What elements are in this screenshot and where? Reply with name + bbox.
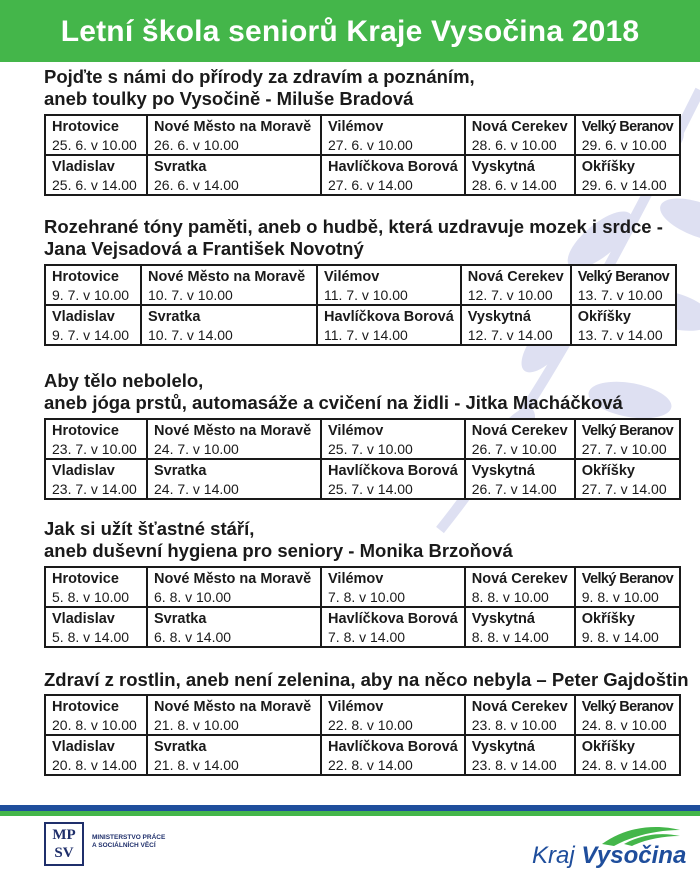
- place-name: Havlíčkova Borová: [328, 739, 458, 755]
- place-name: Havlíčkova Borová: [328, 611, 458, 627]
- table-cell: [147, 115, 321, 155]
- kraj-vysocina-logo: [532, 824, 687, 870]
- table-cell: [147, 459, 321, 499]
- mpsv-logo-mark: [44, 822, 84, 866]
- table-cell: [465, 567, 575, 607]
- table-cell: [461, 305, 571, 345]
- section-title-line: Aby tělo nebolelo,: [44, 370, 204, 391]
- kraj-logo-word: Kraj: [532, 842, 575, 869]
- section-title-line: Jak si užít šťastné stáří,: [44, 518, 255, 539]
- date-time: 24. 7. v 14.00: [154, 481, 239, 497]
- table-cell: [575, 607, 680, 647]
- table-cell: [147, 695, 321, 735]
- date-time: 25. 6. v 10.00: [52, 137, 137, 153]
- date-time: 27. 6. v 14.00: [328, 177, 413, 193]
- table-row: [45, 265, 676, 305]
- table-cell: [461, 265, 571, 305]
- place-name: Svratka: [154, 463, 207, 479]
- place-name: Nová Cerekev: [471, 119, 568, 135]
- place-name: Havlíčkova Borová: [324, 309, 454, 325]
- table-cell: [141, 265, 317, 305]
- place-name: Vilémov: [328, 571, 384, 587]
- mpsv-logo: [44, 822, 166, 866]
- table-cell: [321, 567, 465, 607]
- place-name: Vladislav: [52, 159, 115, 175]
- section-title-line: aneb jóga prstů, automasáže a cvičení na židli - Jitka Macháčková: [44, 392, 623, 413]
- mpsv-name-line: A SOCIÁLNÍCH VĚCÍ: [92, 842, 156, 849]
- date-time: 5. 8. v 14.00: [52, 629, 130, 645]
- date-time: 9. 7. v 14.00: [52, 327, 130, 343]
- table-cell: [575, 735, 680, 775]
- section-title-line: aneb duševní hygiena pro seniory - Monika Brzoňová: [44, 540, 513, 561]
- date-time: 24. 8. v 10.00: [581, 717, 667, 733]
- table-cell: [571, 265, 676, 305]
- table-row: [45, 567, 680, 607]
- place-name: Nové Město na Moravě: [148, 269, 306, 285]
- table-cell: [147, 155, 321, 195]
- date-time: 8. 8. v 10.00: [471, 589, 549, 605]
- place-name: Vyskytná: [471, 463, 535, 479]
- date-time: 9. 7. v 10.00: [52, 287, 130, 303]
- date-time: 25. 6. v 14.00: [52, 177, 137, 193]
- place-name: Vilémov: [328, 423, 384, 439]
- place-name: Vladislav: [52, 739, 115, 755]
- date-time: 24. 7. v 10.00: [154, 441, 239, 457]
- table-cell: [147, 735, 321, 775]
- section-title-line: Rozehrané tóny paměti, aneb o hudbě, která uzdravuje mozek i srdce -: [44, 216, 663, 237]
- table-cell: [465, 735, 575, 775]
- table-cell: [147, 567, 321, 607]
- table-cell: [45, 155, 147, 195]
- date-time: 25. 7. v 14.00: [328, 481, 413, 497]
- date-time: 9. 8. v 14.00: [581, 629, 659, 645]
- mpsv-logo-letters: MPSV: [52, 827, 76, 861]
- place-name: Vyskytná: [467, 309, 531, 325]
- section-title-line: Jana Vejsadová a František Novotný: [44, 238, 364, 259]
- table-cell: [465, 695, 575, 735]
- table-cell: [321, 695, 465, 735]
- place-name: Nové Město na Moravě: [154, 423, 312, 439]
- table-cell: [321, 735, 465, 775]
- place-name: Vyskytná: [471, 611, 535, 627]
- date-time: 12. 7. v 14.00: [467, 327, 553, 343]
- date-time: 13. 7. v 10.00: [577, 287, 663, 303]
- table-cell: [147, 419, 321, 459]
- schedule-table-2: [44, 264, 677, 346]
- table-row: [45, 115, 680, 155]
- date-time: 21. 8. v 14.00: [154, 757, 239, 773]
- schedule-section-2: [0, 216, 700, 260]
- table-cell: [45, 459, 147, 499]
- date-time: 26. 6. v 14.00: [154, 177, 239, 193]
- table-cell: [575, 155, 680, 195]
- place-name: Hrotovice: [52, 269, 119, 285]
- date-time: 6. 8. v 14.00: [154, 629, 232, 645]
- table-cell: [575, 567, 680, 607]
- date-time: 29. 6. v 14.00: [581, 177, 667, 193]
- schedule-section-3: [0, 370, 700, 414]
- schedule-table-5: [44, 694, 681, 776]
- table-row: [45, 695, 680, 735]
- date-time: 29. 6. v 10.00: [581, 137, 667, 153]
- page-title: Letní škola seniorů Kraje Vysočina 2018: [60, 15, 640, 48]
- place-name: Okříšky: [581, 159, 635, 175]
- place-name: Okříšky: [581, 611, 635, 627]
- date-time: 10. 7. v 10.00: [148, 287, 233, 303]
- schedule-table-3: [44, 418, 681, 500]
- date-time: 23. 8. v 14.00: [471, 757, 557, 773]
- table-cell: [45, 607, 147, 647]
- place-name: Nové Město na Moravě: [154, 699, 312, 715]
- date-time: 10. 7. v 14.00: [148, 327, 233, 343]
- date-time: 24. 8. v 14.00: [581, 757, 667, 773]
- place-name: Svratka: [154, 739, 207, 755]
- table-cell: [45, 567, 147, 607]
- table-cell: [317, 265, 461, 305]
- place-name: Nová Cerekev: [471, 699, 568, 715]
- place-name: Okříšky: [581, 463, 635, 479]
- date-time: 26. 7. v 14.00: [471, 481, 557, 497]
- table-cell: [321, 607, 465, 647]
- table-row: [45, 155, 680, 195]
- place-name: Vladislav: [52, 309, 115, 325]
- place-name: Hrotovice: [52, 699, 119, 715]
- place-name: Nová Cerekev: [471, 423, 568, 439]
- date-time: 8. 8. v 14.00: [471, 629, 549, 645]
- table-cell: [45, 735, 147, 775]
- footer-divider-green: [0, 811, 700, 816]
- date-time: 27. 7. v 10.00: [581, 441, 667, 457]
- table-cell: [147, 607, 321, 647]
- table-cell: [575, 419, 680, 459]
- place-name: Vilémov: [328, 119, 384, 135]
- table-cell: [45, 265, 141, 305]
- date-time: 27. 7. v 14.00: [581, 481, 667, 497]
- mpsv-name: [92, 834, 182, 850]
- date-time: 11. 7. v 14.00: [324, 327, 408, 343]
- date-time: 20. 8. v 10.00: [52, 717, 137, 733]
- kraj-logo-text: [532, 842, 686, 870]
- table-cell: [45, 419, 147, 459]
- date-time: 26. 7. v 10.00: [471, 441, 557, 457]
- date-time: 21. 8. v 10.00: [154, 717, 239, 733]
- place-name: Hrotovice: [52, 119, 119, 135]
- table-cell: [575, 695, 680, 735]
- date-time: 28. 6. v 14.00: [471, 177, 557, 193]
- place-name: Vladislav: [52, 463, 115, 479]
- date-time: 23. 8. v 10.00: [471, 717, 557, 733]
- place-name: Hrotovice: [52, 571, 119, 587]
- section-title-line: aneb toulky po Vysočině - Miluše Bradová: [44, 88, 414, 109]
- schedule-section-5: [0, 669, 700, 691]
- section-title-line: Zdraví z rostlin, aneb není zelenina, aby na něco nebyla – Peter Gajdoštin: [44, 669, 689, 690]
- table-cell: [465, 155, 575, 195]
- place-name: Svratka: [154, 611, 207, 627]
- date-time: 22. 8. v 14.00: [328, 757, 413, 773]
- date-time: 7. 8. v 14.00: [328, 629, 406, 645]
- place-name: Havlíčkova Borová: [328, 159, 458, 175]
- place-name: Velký Beranov: [577, 269, 670, 285]
- date-time: 12. 7. v 10.00: [467, 287, 553, 303]
- place-name: Velký Beranov: [581, 699, 674, 715]
- place-name: Vladislav: [52, 611, 115, 627]
- place-name: Nové Město na Moravě: [154, 571, 312, 587]
- table-row: [45, 305, 676, 345]
- date-time: 5. 8. v 10.00: [52, 589, 130, 605]
- date-time: 9. 8. v 10.00: [581, 589, 659, 605]
- place-name: Nová Cerekev: [471, 571, 568, 587]
- vysocina-logo-word: Vysočina: [581, 842, 687, 869]
- page-header: [0, 0, 700, 62]
- place-name: Vilémov: [328, 699, 384, 715]
- place-name: Havlíčkova Borová: [328, 463, 458, 479]
- place-name: Vilémov: [324, 269, 380, 285]
- table-cell: [571, 305, 676, 345]
- date-time: 11. 7. v 10.00: [324, 287, 408, 303]
- table-cell: [45, 115, 147, 155]
- date-time: 6. 8. v 10.00: [154, 589, 232, 605]
- table-cell: [321, 459, 465, 499]
- schedule-table-4: [44, 566, 681, 648]
- table-cell: [575, 115, 680, 155]
- date-time: 20. 8. v 14.00: [52, 757, 137, 773]
- date-time: 22. 8. v 10.00: [328, 717, 413, 733]
- table-cell: [321, 115, 465, 155]
- mpsv-name-line: MINISTERSTVO PRÁCE: [92, 834, 166, 841]
- table-cell: [45, 695, 147, 735]
- place-name: Nové Město na Moravě: [154, 119, 312, 135]
- place-name: Svratka: [148, 309, 201, 325]
- schedule-section-4: [0, 518, 700, 562]
- date-time: 7. 8. v 10.00: [328, 589, 406, 605]
- table-cell: [465, 607, 575, 647]
- place-name: Svratka: [154, 159, 207, 175]
- place-name: Vyskytná: [471, 739, 535, 755]
- place-name: Velký Beranov: [581, 571, 674, 587]
- table-cell: [465, 459, 575, 499]
- place-name: Okříšky: [577, 309, 631, 325]
- schedule-table-1: [44, 114, 681, 196]
- date-time: 27. 6. v 10.00: [328, 137, 413, 153]
- table-cell: [321, 419, 465, 459]
- table-row: [45, 607, 680, 647]
- table-cell: [141, 305, 317, 345]
- section-title-line: Pojďte s námi do přírody za zdravím a poznáním,: [44, 66, 475, 87]
- table-cell: [317, 305, 461, 345]
- place-name: Nová Cerekev: [467, 269, 564, 285]
- table-row: [45, 459, 680, 499]
- place-name: Hrotovice: [52, 423, 119, 439]
- place-name: Vyskytná: [471, 159, 535, 175]
- table-cell: [321, 155, 465, 195]
- date-time: 23. 7. v 14.00: [52, 481, 137, 497]
- table-cell: [465, 115, 575, 155]
- date-time: 25. 7. v 10.00: [328, 441, 413, 457]
- table-cell: [465, 419, 575, 459]
- place-name: Velký Beranov: [581, 423, 674, 439]
- table-cell: [575, 459, 680, 499]
- place-name: Velký Beranov: [581, 119, 674, 135]
- date-time: 13. 7. v 14.00: [577, 327, 663, 343]
- table-row: [45, 419, 680, 459]
- table-row: [45, 735, 680, 775]
- date-time: 26. 6. v 10.00: [154, 137, 239, 153]
- table-cell: [45, 305, 141, 345]
- date-time: 28. 6. v 10.00: [471, 137, 557, 153]
- place-name: Okříšky: [581, 739, 635, 755]
- schedule-section-1: [0, 66, 700, 110]
- date-time: 23. 7. v 10.00: [52, 441, 137, 457]
